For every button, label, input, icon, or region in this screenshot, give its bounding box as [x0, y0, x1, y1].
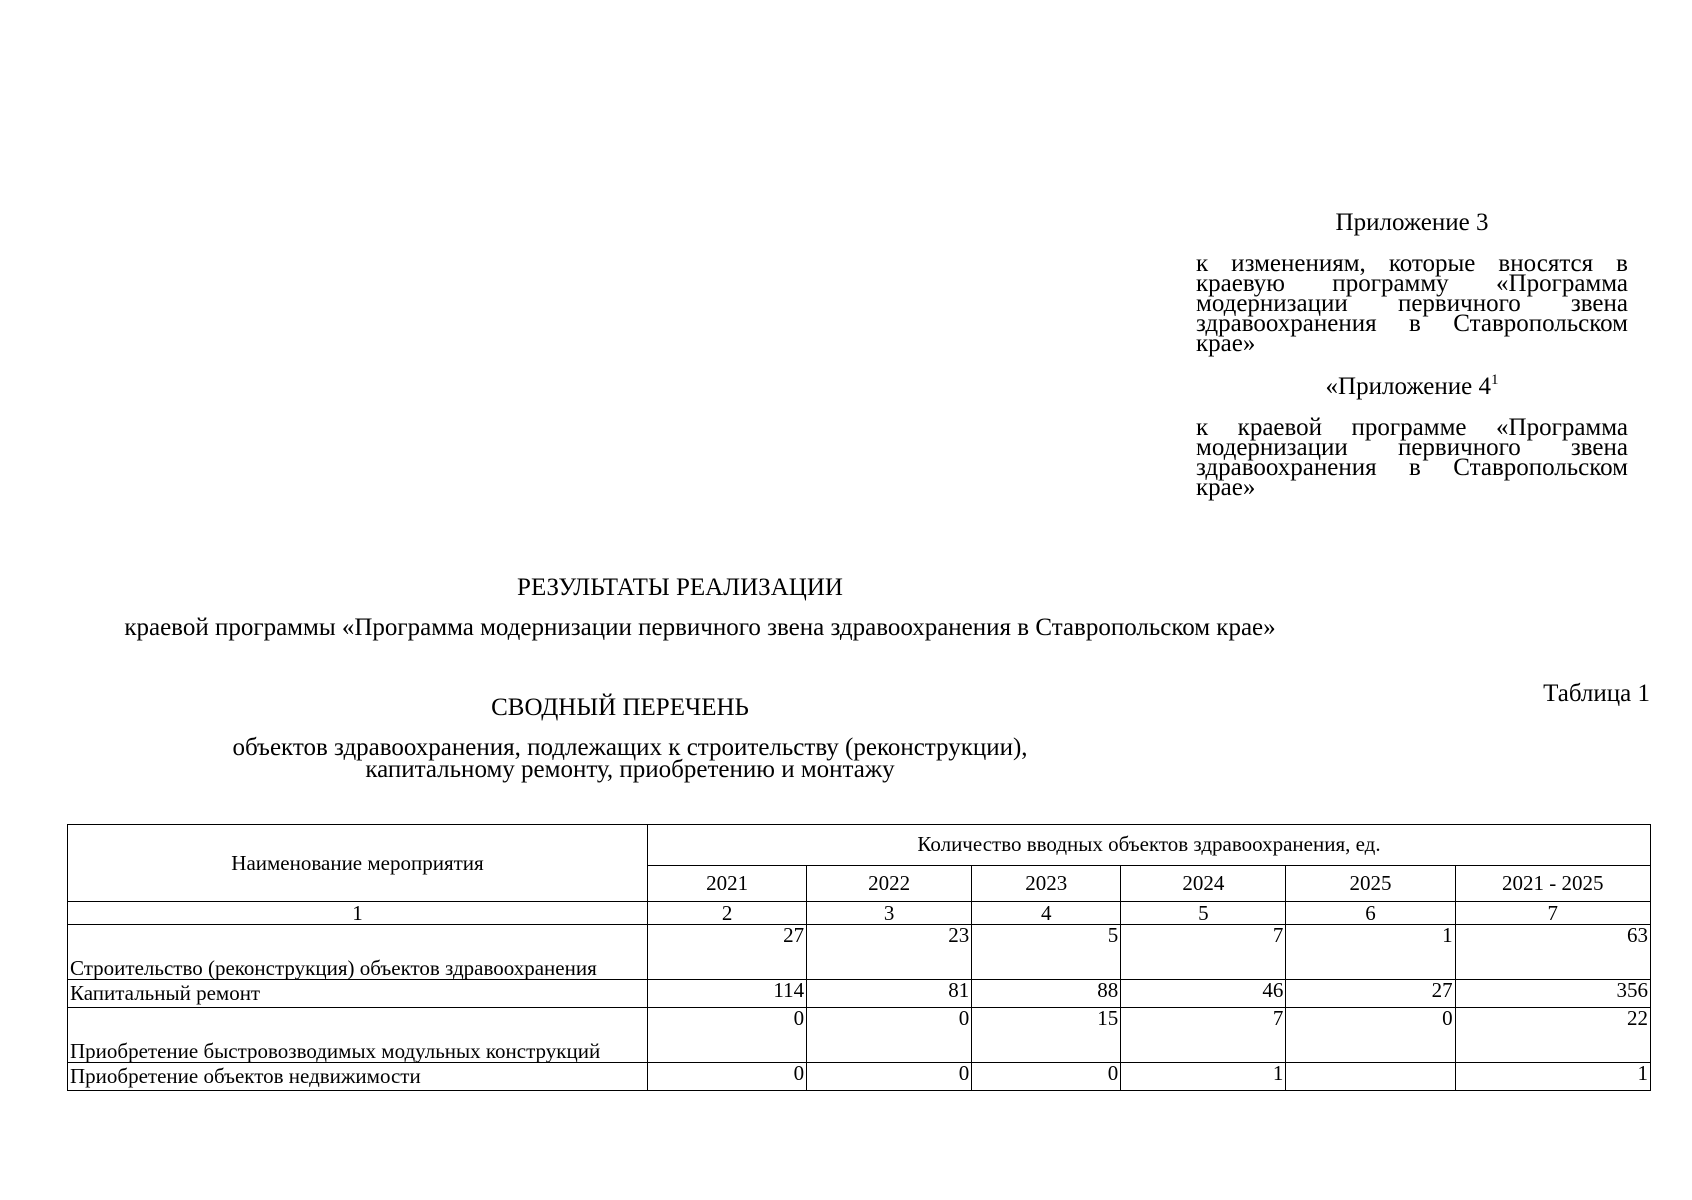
appendix-3-title: Приложение 3 — [1335, 209, 1489, 236]
row-value: 356 — [1455, 980, 1650, 1008]
table-label: Таблица 1 — [1543, 680, 1650, 707]
column-number: 4 — [972, 902, 1121, 925]
row-value: 81 — [807, 980, 972, 1008]
column-number: 2 — [648, 902, 807, 925]
results-heading: РЕЗУЛЬТАТЫ РЕАЛИЗАЦИИ — [517, 574, 843, 601]
row-value: 0 — [807, 1063, 972, 1091]
appendix-4-title — [1196, 372, 1628, 402]
row-name: Приобретение объектов недвижимости — [68, 1063, 648, 1091]
appendix-3-text: к изменениям, которые вносятся в краевую программу «Программа модернизации первичного звена здравоохранения в Ставропольском крае» — [1196, 250, 1628, 357]
objects-heading — [0, 734, 1260, 783]
column-number: 6 — [1286, 902, 1455, 925]
row-value: 1 — [1455, 1063, 1650, 1091]
column-number: 3 — [807, 902, 972, 925]
row-value: 1 — [1121, 1063, 1286, 1091]
row-value: 27 — [1286, 980, 1455, 1008]
summary-table — [67, 824, 1651, 1091]
column-number: 1 — [68, 902, 648, 925]
row-value: 1 — [1286, 925, 1455, 980]
row-value: 0 — [807, 1008, 972, 1063]
column-number: 5 — [1121, 902, 1286, 925]
table-row — [68, 1008, 1651, 1063]
header-name: Наименование мероприятия — [68, 825, 648, 902]
row-value: 0 — [648, 1063, 807, 1091]
row-value: 0 — [972, 1063, 1121, 1091]
row-value: 46 — [1121, 980, 1286, 1008]
header-group: Количество вводных объектов здравоохранения, ед. — [648, 825, 1651, 866]
header-year: 2024 — [1121, 865, 1286, 901]
header-year: 2023 — [972, 865, 1121, 901]
header-year: 2022 — [807, 865, 972, 901]
row-value: 0 — [648, 1008, 807, 1063]
row-value: 15 — [972, 1008, 1121, 1063]
row-value: 7 — [1121, 1008, 1286, 1063]
row-value: 63 — [1455, 925, 1650, 980]
header-year: 2021 — [648, 865, 807, 901]
table-row — [68, 925, 1651, 980]
table-column-numbers-row — [68, 902, 1651, 925]
program-heading: краевой программы «Программа модернизации первичного звена здравоохранения в Ставропольском крае» — [124, 614, 1276, 641]
row-name: Приобретение быстровозводимых модульных конструкций — [68, 1008, 648, 1063]
row-name: Капитальный ремонт — [68, 980, 648, 1008]
objects-heading-line-1: объектов здравоохранения, подлежащих к строительству (реконструкции), — [232, 734, 1028, 761]
objects-heading-line-2: капитальному ремонту, приобретению и монтажу — [365, 756, 895, 783]
row-value — [1286, 1063, 1455, 1091]
row-value: 22 — [1455, 1008, 1650, 1063]
row-value: 5 — [972, 925, 1121, 980]
row-value: 7 — [1121, 925, 1286, 980]
appendix-4-text: к краевой программе «Программа модернизации первичного звена здравоохранения в Ставропольском крае» — [1196, 414, 1628, 501]
table-row — [68, 1063, 1651, 1091]
list-heading: СВОДНЫЙ ПЕРЕЧЕНЬ — [491, 694, 749, 721]
row-value: 23 — [807, 925, 972, 980]
appendix-4-title-text: «Приложение 4 — [1325, 373, 1491, 400]
column-number: 7 — [1455, 902, 1650, 925]
row-value: 0 — [1286, 1008, 1455, 1063]
table-header-row — [68, 825, 1651, 866]
row-name: Строительство (реконструкция) объектов здравоохранения — [68, 925, 648, 980]
row-value: 114 — [648, 980, 807, 1008]
appendix-4-superscript: 1 — [1490, 372, 1499, 388]
header-year: 2021 - 2025 — [1455, 865, 1650, 901]
row-value: 27 — [648, 925, 807, 980]
header-year: 2025 — [1286, 865, 1455, 901]
table-row — [68, 980, 1651, 1008]
row-value: 88 — [972, 980, 1121, 1008]
